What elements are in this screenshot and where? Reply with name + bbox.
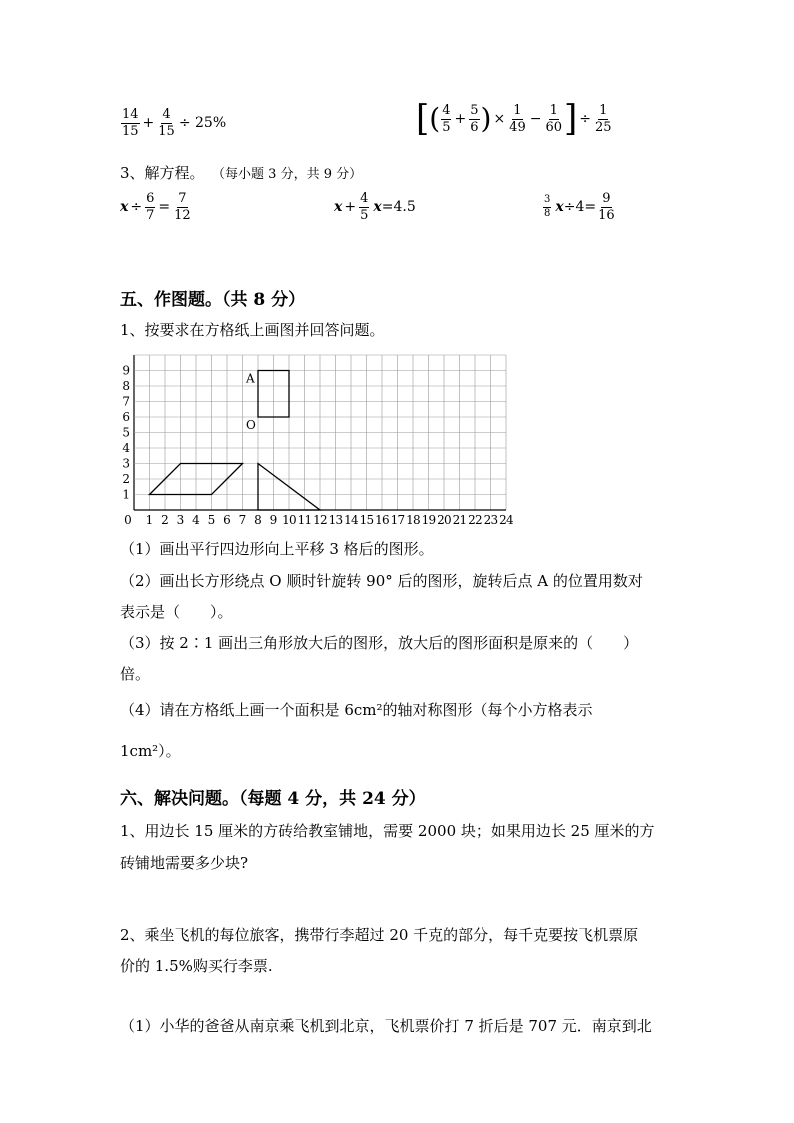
y-tick-label: 3 xyxy=(122,456,130,471)
x-tick-label: 6 xyxy=(223,513,231,527)
x-tick-label: 15 xyxy=(359,513,374,527)
part-3-line-1: （3）按 2∶1 画出三角形放大后的图形，放大后的图形面积是原来的（ ） xyxy=(120,634,639,652)
problem-1-line-1: 1、用边长 15 厘米的方砖给教室铺地，需要 2000 块；如果用边长 25 厘米的方 xyxy=(120,822,655,840)
y-tick-label: 4 xyxy=(122,441,130,455)
fraction: $\frac{7}{12}$ xyxy=(174,191,191,223)
fraction: $\frac{4}{5}$ xyxy=(442,102,451,135)
x-tick-label: 9 xyxy=(269,513,278,527)
y-tick-label: 9 xyxy=(122,363,130,378)
y-tick-label: 5 xyxy=(122,425,130,440)
fraction: $\frac{1}{25}$ xyxy=(595,102,612,135)
problem-2-part-1: （1）小华的爸爸从南京乘飞机到北京，飞机票价打 7 折后是 707 元．南京到北 xyxy=(120,1017,652,1035)
problem-2-line-2: 价的 1.5%购买行李票. xyxy=(120,957,273,975)
x-tick-label: 17 xyxy=(390,513,405,527)
part-2-line-1: （2）画出长方形绕点 O 顺时针旋转 90° 后的图形，旋转后点 A 的位置用数对 xyxy=(120,572,643,590)
fraction: $\frac{14}{15}$ xyxy=(122,107,139,139)
fraction: $\frac{1}{49}$ xyxy=(509,102,526,135)
part-4-line-1: （4）请在方格纸上画一个面积是 6cm²的轴对称图形（每个小方格表示 xyxy=(120,701,593,719)
x-tick-label: 13 xyxy=(328,513,343,527)
equation-2: x + $\frac{4}{5}$ x =4.5 xyxy=(334,191,416,223)
x-axis-ticks xyxy=(124,513,514,527)
operator: + xyxy=(142,115,155,132)
grid-lines xyxy=(134,355,506,510)
x-tick-label: 1 xyxy=(145,513,154,527)
x-tick-label: 19 xyxy=(421,513,436,527)
fraction: $\frac{6}{7}$ xyxy=(146,191,155,223)
x-tick-label: 0 xyxy=(124,513,132,527)
x-tick-label: 20 xyxy=(437,513,451,527)
y-tick-label: 1 xyxy=(122,487,130,502)
x-tick-label: 23 xyxy=(483,513,498,527)
x-tick-label: 3 xyxy=(176,513,185,527)
y-tick-label: 6 xyxy=(122,410,130,424)
x-tick-label: 11 xyxy=(297,513,312,527)
x-tick-label: 18 xyxy=(406,513,420,527)
section-5-question-1: 1、按要求在方格纸上画图并回答问题。 xyxy=(120,321,385,339)
y-tick-label: 8 xyxy=(122,379,130,393)
fraction: $\frac{9}{16}$ xyxy=(598,191,615,223)
x-tick-label: 21 xyxy=(452,513,467,527)
y-axis-ticks xyxy=(122,364,130,502)
part-2-line-2: 表示是（ ）。 xyxy=(120,603,233,621)
expression-2: [ ( $\frac{4}{5}$ + $\frac{5}{6}$ ) × $\frac{1}{49}$ − $\frac{1}{60}$ ] ÷ $\frac{1}{25}$ xyxy=(416,98,612,140)
fraction: $\frac{4}{5}$ xyxy=(360,191,369,223)
point-a-label: A xyxy=(246,371,255,386)
fraction: $\frac{5}{6}$ xyxy=(470,102,479,135)
x-tick-label: 8 xyxy=(254,513,262,527)
fraction: $\frac{4}{15}$ xyxy=(158,107,175,139)
point-o-label: O xyxy=(246,418,256,432)
problem-2-line-1: 2、乘坐飞机的每位旅客，携带行李超过 20 千克的部分，每千克要按飞机票原 xyxy=(120,926,639,944)
question-3-title: 3、解方程。 （每小题 3 分，共 9 分） xyxy=(120,164,363,182)
x-tick-label: 10 xyxy=(282,513,296,527)
x-tick-label: 14 xyxy=(344,513,358,527)
section-5-heading: 五、作图题。（共 8 分） xyxy=(120,290,306,310)
part-1: （1）画出平行四边形向上平移 3 格后的图形。 xyxy=(120,540,434,558)
operator: ÷ 25% xyxy=(178,115,227,132)
y-tick-label: 7 xyxy=(122,394,130,409)
y-tick-label: 2 xyxy=(122,472,130,486)
x-tick-label: 5 xyxy=(207,513,216,527)
equation-1: x ÷ $\frac{6}{7}$ = $\frac{7}{12}$ xyxy=(120,191,191,223)
x-tick-label: 12 xyxy=(313,513,327,527)
part-4-line-2: 1cm²）。 xyxy=(120,742,181,760)
fraction: $\frac{3}{8}$ xyxy=(544,194,551,219)
x-tick-label: 7 xyxy=(238,513,247,527)
coordinate-grid xyxy=(110,350,530,530)
fraction: $\frac{1}{60}$ xyxy=(545,102,562,135)
equation-3: $\frac{3}{8}$ x ÷4= $\frac{9}{16}$ xyxy=(544,191,615,223)
expression-1 xyxy=(120,108,228,138)
part-3-line-2: 倍。 xyxy=(120,665,151,683)
problem-1-line-2: 砖铺地需要多少块? xyxy=(120,854,249,872)
x-tick-label: 4 xyxy=(192,513,200,527)
x-tick-label: 16 xyxy=(375,513,389,527)
x-tick-label: 2 xyxy=(161,513,169,527)
x-tick-label: 24 xyxy=(499,513,513,527)
x-tick-label: 22 xyxy=(468,513,482,527)
section-6-heading: 六、解决问题。（每题 4 分，共 24 分） xyxy=(120,789,426,809)
